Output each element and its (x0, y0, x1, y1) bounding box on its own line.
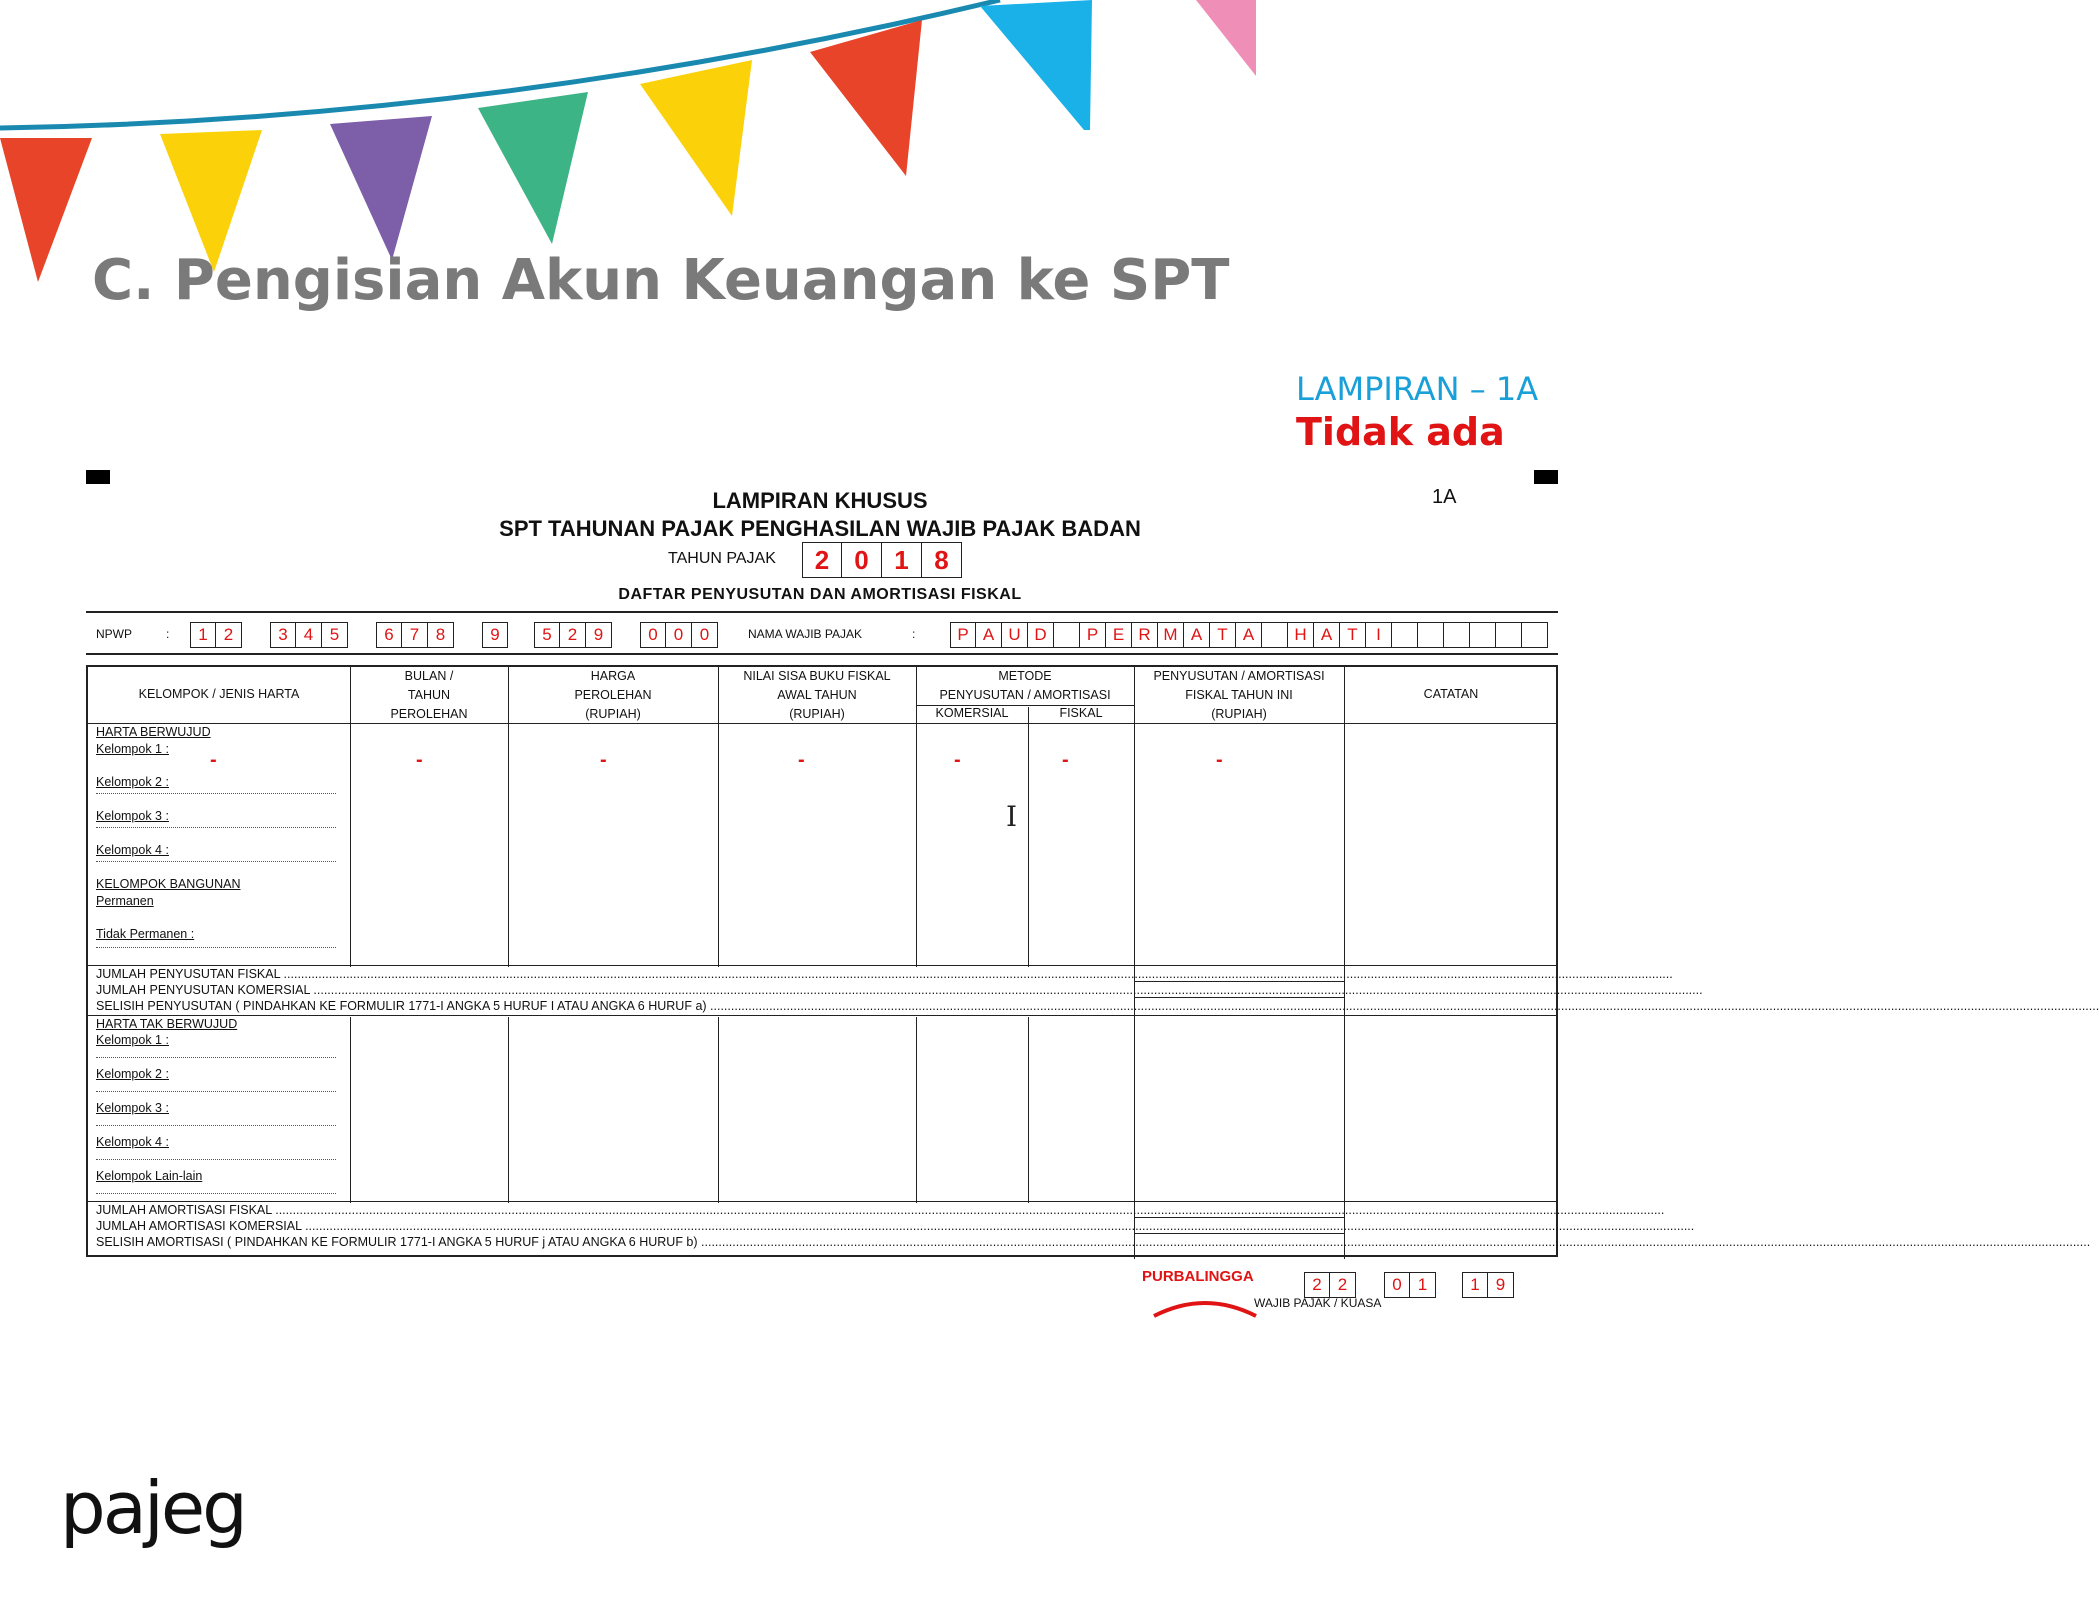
dash-bulan: - (416, 749, 423, 771)
flag-red (0, 138, 92, 282)
form-subtitle: DAFTAR PENYUSUTAN DAN AMORTISASI FISKAL (618, 586, 1022, 603)
stamp-arc (1150, 1296, 1260, 1316)
tak-kelompok-4: Kelompok 4 : (96, 1135, 169, 1149)
tak-kelompok-2: Kelompok 2 : (96, 1067, 169, 1081)
kelompok-1: Kelompok 1 : (96, 742, 169, 756)
npwp-digit: 1 (190, 622, 216, 648)
nama-char: A (1236, 622, 1262, 648)
nama-char: T (1340, 622, 1366, 648)
selisih-amortisasi: SELISIH AMORTISASI ( PINDAHKAN KE FORMULIR 1771-I ANGKA 5 HURUF j ATAU ANGKA 6 HURUF b) ................................................................................................................................................................................................................................................................................................................................................................................................................ (96, 1235, 2091, 1249)
tahun-pajak-boxes[interactable] (802, 542, 962, 578)
signer-label: WAJIB PAJAK / KUASA (1254, 1296, 1382, 1310)
nama-char (1496, 622, 1522, 648)
header-metode: METODE PENYUSUTAN / AMORTISASI (939, 669, 1111, 702)
header-penyusutan: PENYUSUTAN / AMORTISASI FISKAL TAHUN INI (RUPIAH) (1153, 669, 1325, 721)
kelompok-2: Kelompok 2 : (96, 775, 169, 789)
date-digit: 1 (1410, 1272, 1436, 1298)
nama-wajib-pajak-label: NAMA WAJIB PAJAK (748, 627, 863, 641)
date-day[interactable] (1304, 1272, 1356, 1298)
nama-char: P (950, 622, 976, 648)
lampiran-label: LAMPIRAN – 1A (1296, 370, 1539, 408)
npwp-digit: 8 (428, 622, 454, 648)
date-month[interactable] (1384, 1272, 1436, 1298)
header-catatan: CATATAN (1423, 687, 1479, 701)
nama-char: I (1366, 622, 1392, 648)
nama-char: A (1314, 622, 1340, 648)
dash-penyusutan: - (1216, 749, 1223, 771)
tak-kelompok-1: Kelompok 1 : (96, 1033, 169, 1047)
npwp-digit: 2 (560, 622, 586, 648)
flag-blue (980, 0, 1092, 130)
flag-purple (330, 116, 432, 260)
nama-char: P (1080, 622, 1106, 648)
nama-char: M (1158, 622, 1184, 648)
corner-marker-left (86, 470, 110, 484)
npwp-digit: 2 (216, 622, 242, 648)
harta-tak-berwujud-heading: HARTA TAK BERWUJUD (96, 1017, 238, 1031)
depreciation-table (86, 665, 2099, 1257)
dash-harga: - (600, 749, 607, 771)
nama-char: R (1132, 622, 1158, 648)
dash-fiskal: - (1062, 749, 1069, 771)
header-harga: HARGA PEROLEHAN (RUPIAH) (574, 669, 652, 721)
npwp-digit: 5 (322, 622, 348, 648)
status-note: Tidak ada (1296, 410, 1505, 454)
dash-kelompok: - (210, 749, 217, 771)
nama-char (1522, 622, 1548, 648)
nama-char: A (1184, 622, 1210, 648)
nama-char: A (976, 622, 1002, 648)
npwp-digit: 0 (666, 622, 692, 648)
npwp-digit: 6 (376, 622, 402, 648)
header-komersial: KOMERSIAL (935, 706, 1009, 720)
text-cursor-icon: I (1006, 800, 1018, 833)
date-digit: 0 (1384, 1272, 1410, 1298)
npwp-digit: 3 (270, 622, 296, 648)
jumlah-amortisasi-fiskal: JUMLAH AMORTISASI FISKAL ................................................................................................................................................................................................................................................................................................................................................................................................................ (96, 1203, 1665, 1217)
header-bulan-tahun: BULAN / TAHUN PEROLEHAN (390, 669, 468, 721)
header-kelompok: KELOMPOK / JENIS HARTA (138, 687, 300, 701)
nama-char: T (1210, 622, 1236, 648)
jumlah-amortisasi-komersial: JUMLAH AMORTISASI KOMERSIAL ................................................................................................................................................................................................................................................................................................................................................................................................................ (96, 1219, 1695, 1233)
bangunan-permanen: Permanen (96, 894, 154, 908)
npwp-digit: 4 (296, 622, 322, 648)
kelompok-4: Kelompok 4 : (96, 843, 169, 857)
date-digit: 2 (1304, 1272, 1330, 1298)
npwp-digit: 9 (586, 622, 612, 648)
npwp-digit: 0 (640, 622, 666, 648)
npwp-group-2[interactable] (270, 622, 348, 648)
slide-title: C. Pengisian Akun Keuangan ke SPT (92, 248, 1230, 313)
nama-char: U (1002, 622, 1028, 648)
nama-colon: : (912, 627, 916, 641)
npwp-group-5[interactable] (534, 622, 612, 648)
nama-char: D (1028, 622, 1054, 648)
date-digit: 9 (1488, 1272, 1514, 1298)
header-nilai-sisa: NILAI SISA BUKU FISKAL AWAL TAHUN (RUPIAH) (743, 669, 891, 721)
tak-kelompok-3: Kelompok 3 : (96, 1101, 169, 1115)
tahun-pajak-label: TAHUN PAJAK (668, 550, 776, 567)
npwp-digit: 7 (402, 622, 428, 648)
nama-wajib-pajak-boxes[interactable] (950, 622, 1548, 648)
date-digit: 2 (1330, 1272, 1356, 1298)
harta-berwujud-heading: HARTA BERWUJUD (96, 725, 211, 739)
npwp-digit: 5 (534, 622, 560, 648)
corner-marker-right (1534, 470, 1558, 484)
year-digit: 1 (882, 542, 922, 578)
nama-char: H (1288, 622, 1314, 648)
flag-pink (1196, 0, 1256, 76)
dash-komersial: - (954, 749, 961, 771)
flag-green (478, 92, 588, 244)
nama-char (1418, 622, 1444, 648)
npwp-group-1[interactable] (190, 622, 242, 648)
year-digit: 8 (922, 542, 962, 578)
npwp-label: NPWP (96, 627, 132, 641)
year-digit: 0 (842, 542, 882, 578)
form-code: 1A (1432, 486, 1457, 508)
flag-yellow-2 (640, 60, 752, 216)
date-year[interactable] (1462, 1272, 1514, 1298)
npwp-group-6[interactable] (640, 622, 718, 648)
nama-char (1470, 622, 1496, 648)
kelompok-bangunan: KELOMPOK BANGUNAN (96, 877, 241, 891)
year-digit: 2 (802, 542, 842, 578)
npwp-group-4[interactable] (482, 622, 508, 648)
form-title: LAMPIRAN KHUSUS (712, 488, 928, 513)
form-title-2: SPT TAHUNAN PAJAK PENGHASILAN WAJIB PAJAK BADAN (499, 516, 1141, 541)
place-name: PURBALINGGA (1142, 1268, 1254, 1285)
jumlah-penyusutan-komersial: JUMLAH PENYUSUTAN KOMERSIAL ................................................................................................................................................................................................................................................................................................................................................................................................................ (96, 983, 1703, 997)
nama-char (1392, 622, 1418, 648)
dash-nilai: - (798, 749, 805, 771)
date-digit: 1 (1462, 1272, 1488, 1298)
bangunan-tidak-permanen: Tidak Permanen : (96, 927, 195, 941)
jumlah-penyusutan-fiskal: JUMLAH PENYUSUTAN FISKAL ................................................................................................................................................................................................................................................................................................................................................................................................................ (96, 967, 1673, 981)
nama-char (1262, 622, 1288, 648)
brand-logo: pajeg (60, 1466, 245, 1550)
npwp-digit: 0 (692, 622, 718, 648)
npwp-colon: : (166, 627, 170, 641)
selisih-penyusutan: SELISIH PENYUSUTAN ( PINDAHKAN KE FORMULIR 1771-I ANGKA 5 HURUF I ATAU ANGKA 6 HURUF a) ................................................................................................................................................................................................................................................................................................................................................................................................................ (96, 999, 2099, 1013)
tak-kelompok-lain: Kelompok Lain-lain (96, 1169, 203, 1183)
kelompok-3: Kelompok 3 : (96, 809, 169, 823)
npwp-group-3[interactable] (376, 622, 454, 648)
nama-char: E (1106, 622, 1132, 648)
flag-red-2 (810, 20, 922, 176)
header-fiskal: FISKAL (1059, 706, 1103, 720)
nama-char (1444, 622, 1470, 648)
npwp-digit: 9 (482, 622, 508, 648)
nama-char (1054, 622, 1080, 648)
